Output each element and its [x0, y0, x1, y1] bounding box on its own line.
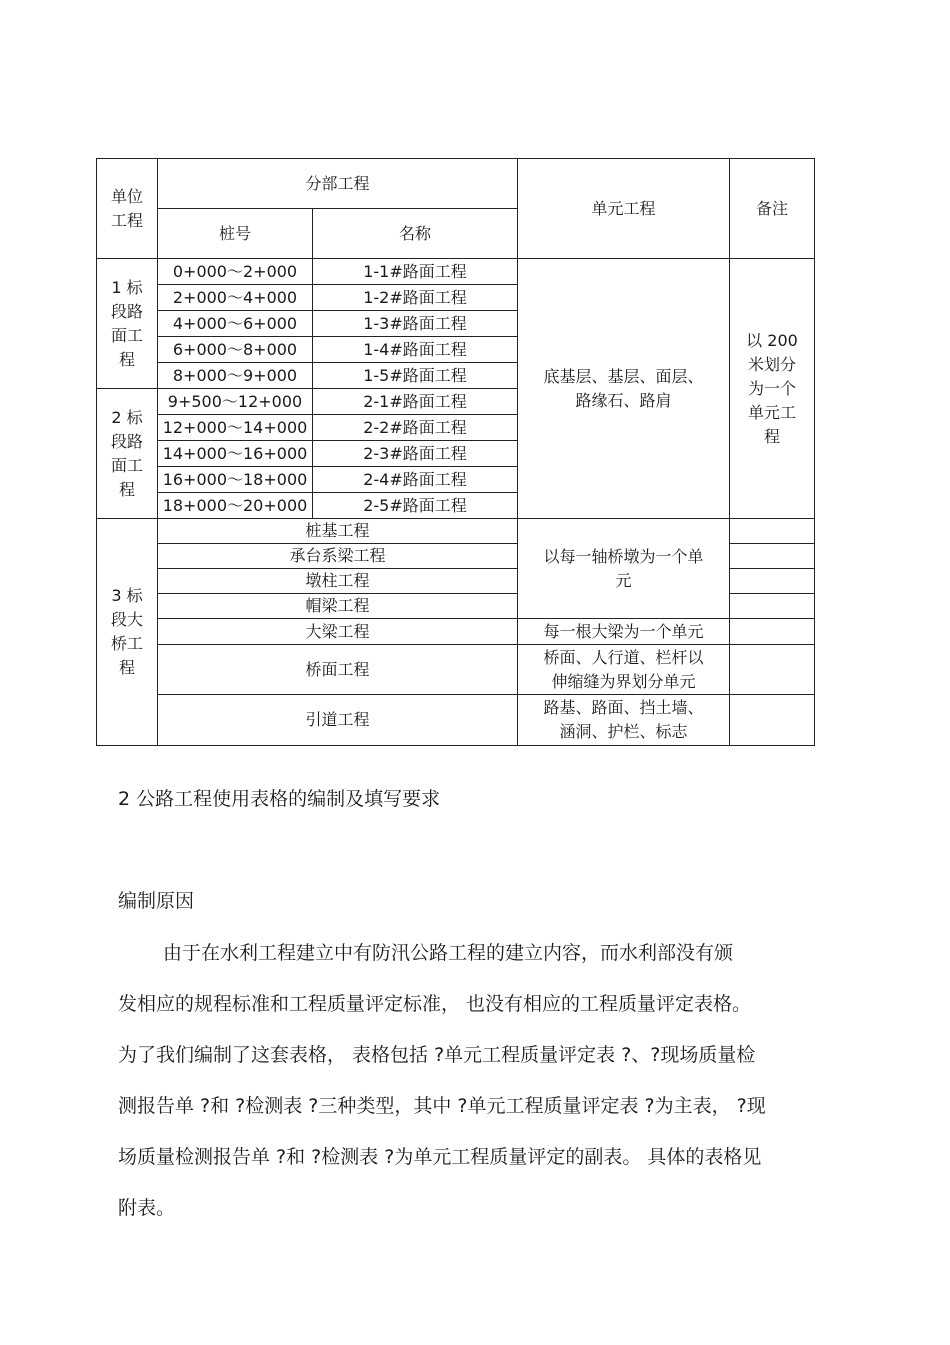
pile-cell: 6+000～8+000 [158, 337, 313, 363]
bridge-element-cell [518, 645, 730, 695]
header-unit [97, 159, 158, 259]
pile-cell: 16+000～18+000 [158, 467, 313, 493]
name-cell: 1-3#路面工程 [313, 311, 518, 337]
bridge-name-cell: 墩柱工程 [158, 569, 518, 594]
remark-empty [730, 569, 815, 594]
remark-empty [730, 544, 815, 569]
subsection-heading: 编制原因 [118, 890, 195, 912]
pile-cell: 12+000～14+000 [158, 415, 313, 441]
pile-cell: 2+000～4+000 [158, 285, 313, 311]
paragraph-line: 由于在水利工程建立中有防汛公路工程的建立内容，而水利部没有颁 [163, 942, 734, 964]
road-element [518, 259, 730, 519]
paragraph-line: 测报告单 ?和 ?检测表 ?三种类型，其中 ?单元工程质量评定表 ?为主表， ?现 [118, 1095, 766, 1117]
name-cell: 2-4#路面工程 [313, 467, 518, 493]
paragraph-line: 场质量检测报告单 ?和 ?检测表 ?为单元工程质量评定的副表。 具体的表格见 [118, 1146, 762, 1168]
name-cell: 2-2#路面工程 [313, 415, 518, 441]
bridge-name-cell: 承台系梁工程 [158, 544, 518, 569]
header-pile: 桩号 [158, 209, 313, 259]
bridge-element-cell [518, 695, 730, 746]
header-name: 名称 [313, 209, 518, 259]
road-remark [730, 259, 815, 519]
road-element-text: 底基层、基层、面层、 路缘石、路肩 [543, 366, 704, 410]
name-cell: 1-1#路面工程 [313, 259, 518, 285]
paragraph-line: 附表。 [118, 1197, 176, 1219]
section1-unit-text: 1 标 段路 面工 程 [110, 277, 143, 369]
paragraph-line: 为了我们编制了这套表格， 表格包括 ?单元工程质量评定表 ?、?现场质量检 [118, 1044, 756, 1066]
section2-unit [97, 389, 158, 519]
remark-empty [730, 594, 815, 619]
section3-unit [97, 519, 158, 746]
project-division-table [96, 158, 815, 746]
remark-empty [730, 645, 815, 695]
bridge-element-cell: 每一根大梁为一个单元 [518, 619, 730, 645]
header-element: 单元工程 [518, 159, 730, 259]
bridge-name-cell: 引道工程 [158, 695, 518, 746]
section-heading: 2 公路工程使用表格的编制及填写要求 [118, 788, 441, 810]
pile-cell: 4+000～6+000 [158, 311, 313, 337]
section1-unit [97, 259, 158, 389]
bridge-name-cell: 桩基工程 [158, 519, 518, 544]
section2-unit-text: 2 标 段路 面工 程 [110, 407, 143, 499]
name-cell: 1-5#路面工程 [313, 363, 518, 389]
remark-empty [730, 695, 815, 746]
name-cell: 2-3#路面工程 [313, 441, 518, 467]
pile-cell: 9+500～12+000 [158, 389, 313, 415]
remark-empty [730, 619, 815, 645]
pier-element [518, 519, 730, 619]
header-unit-text: 单位 工程 [110, 186, 143, 230]
body-paragraph [118, 928, 848, 1234]
remark-empty [730, 519, 815, 544]
bridge-name-cell: 桥面工程 [158, 645, 518, 695]
bridge-element-text: 路基、路面、挡土墙、 涵洞、护栏、标志 [543, 698, 704, 741]
name-cell: 2-5#路面工程 [313, 493, 518, 519]
section3-unit-text: 3 标 段大 桥工 程 [110, 586, 143, 677]
pile-cell: 14+000～16+000 [158, 441, 313, 467]
header-remark: 备注 [730, 159, 815, 259]
pile-cell: 18+000～20+000 [158, 493, 313, 519]
road-remark-text: 以 200 米划分 为一个 单元工 程 [746, 330, 798, 446]
pier-element-text: 以每一轴桥墩为一个单 元 [543, 546, 704, 590]
paragraph-line: 发相应的规程标准和工程质量评定标准， 也没有相应的工程质量评定表格。 [118, 993, 752, 1015]
name-cell: 1-2#路面工程 [313, 285, 518, 311]
header-division: 分部工程 [158, 159, 518, 209]
name-cell: 1-4#路面工程 [313, 337, 518, 363]
pile-cell: 0+000～2+000 [158, 259, 313, 285]
bridge-element-text: 桥面、人行道、栏杆以 伸缩缝为界划分单元 [543, 647, 704, 691]
bridge-name-cell: 帽梁工程 [158, 594, 518, 619]
name-cell: 2-1#路面工程 [313, 389, 518, 415]
pile-cell: 8+000～9+000 [158, 363, 313, 389]
bridge-name-cell: 大梁工程 [158, 619, 518, 645]
